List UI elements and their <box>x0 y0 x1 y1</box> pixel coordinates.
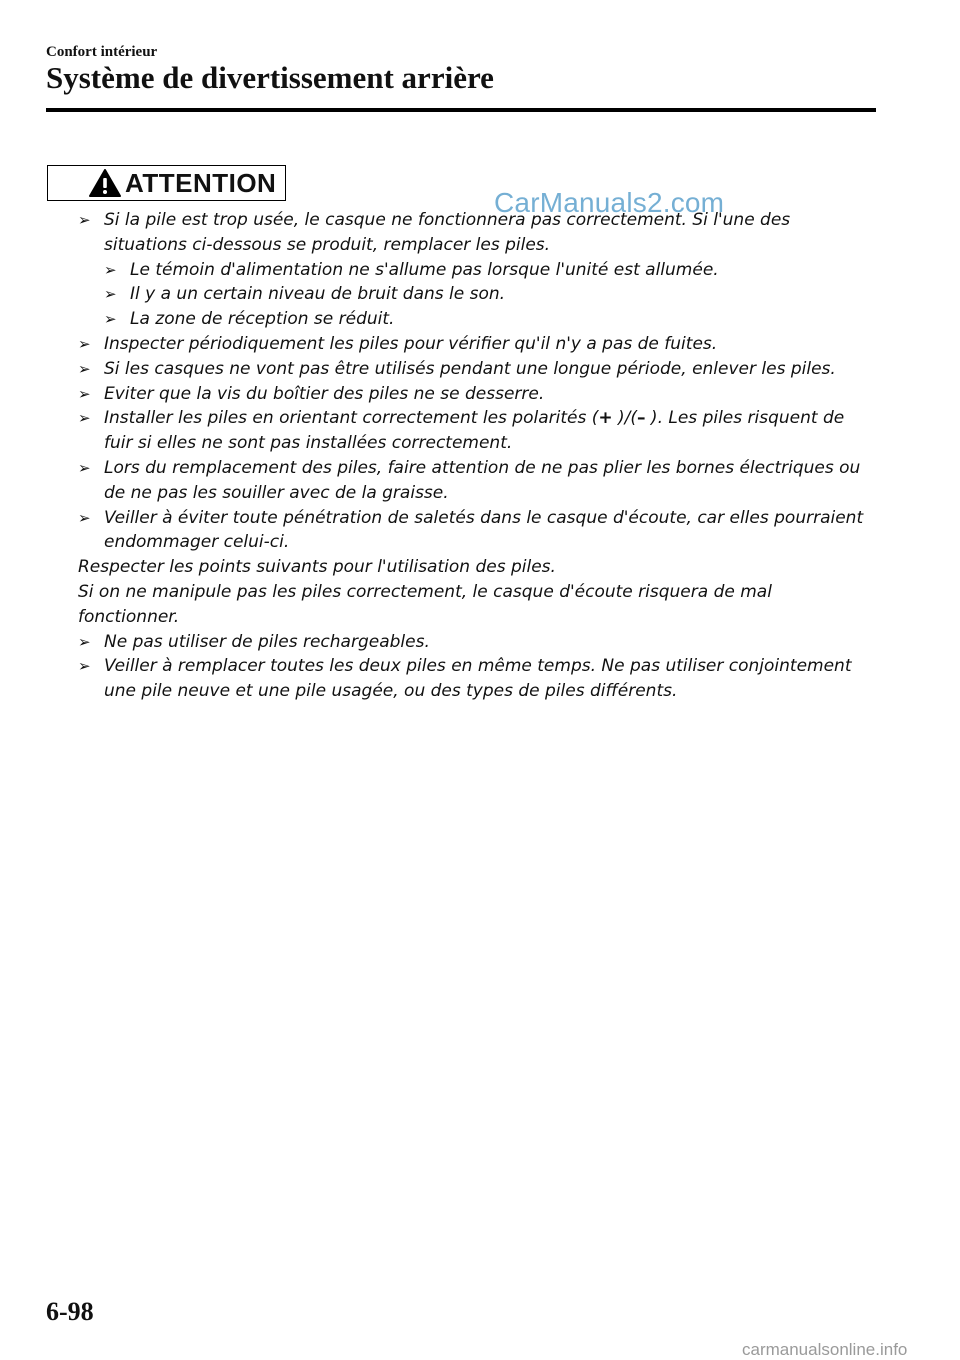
list-item <box>78 332 868 357</box>
list-item-text: Installer les piles en orientant correctement les polarités ( <box>104 408 599 429</box>
page-title: Système de divertissement arrière <box>46 60 494 95</box>
list-item-text: Veiller à remplacer toutes les deux piles en même temps. Ne pas utiliser conjointement une pile neuve et une pile usagée, ou des types de piles différents. <box>104 656 852 702</box>
list-subitem <box>104 282 868 307</box>
bullet-arrow-icon: ➢ <box>104 260 117 279</box>
list-item <box>78 406 868 456</box>
page-number: 6-98 <box>46 1297 94 1326</box>
list-item <box>78 456 868 506</box>
list-item <box>78 506 868 556</box>
heading-divider <box>46 108 876 112</box>
list-item-text: Eviter que la vis du boîtier des piles ne se desserre. <box>104 383 545 404</box>
bullet-arrow-icon: ➢ <box>78 211 91 229</box>
section-label: Confort intérieur <box>46 44 158 60</box>
list-item <box>78 654 868 704</box>
list-item-text: Il y a un certain niveau de bruit dans le son. <box>130 284 506 305</box>
list-item <box>78 208 868 258</box>
attention-content <box>78 208 868 704</box>
list-subitem <box>104 258 868 283</box>
bullet-arrow-icon: ➢ <box>78 508 91 527</box>
list-item <box>78 382 868 407</box>
minus-polarity-icon: – <box>637 408 646 429</box>
list-item-text: Si les casques ne vont pas être utilisés pendant une longue période, enlever les piles. <box>104 358 836 379</box>
footer-watermark: carmanualsonline.info <box>742 1340 908 1359</box>
bullet-arrow-icon: ➢ <box>78 632 91 651</box>
list-item-text: )/( <box>612 408 638 429</box>
list-item-text: Si la pile est trop usée, le casque ne fonctionnera pas correctement. Si l'une des situations ci-dessous se produit, remplacer les piles. <box>104 210 791 255</box>
attention-banner <box>47 165 286 201</box>
bullet-arrow-icon: ➢ <box>78 334 91 353</box>
paragraph: Si on ne manipule pas les piles correctement, le casque d'écoute risquera de mal fonctionner. <box>78 581 772 627</box>
bullet-arrow-icon: ➢ <box>104 310 117 329</box>
list-item-text: Veiller à éviter toute pénétration de saletés dans le casque d'écoute, car elles pourraient endommager celui-ci. <box>104 507 864 553</box>
bullet-arrow-icon: ➢ <box>78 458 91 477</box>
warning-triangle-icon <box>88 168 122 198</box>
list-item <box>78 357 868 382</box>
bullet-arrow-icon: ➢ <box>78 657 91 676</box>
plus-polarity-icon: + <box>598 408 613 429</box>
paragraph: Respecter les points suivants pour l'utilisation des piles. <box>78 557 556 578</box>
bullet-arrow-icon: ➢ <box>78 384 91 403</box>
bullet-arrow-icon: ➢ <box>78 359 91 378</box>
list-item-text: Inspecter périodiquement les piles pour vérifier qu'il n'y a pas de fuites. <box>104 333 718 354</box>
bullet-arrow-icon: ➢ <box>78 409 91 428</box>
list-item <box>78 630 868 655</box>
watermark: CarManuals2.com <box>494 187 725 218</box>
list-item-text: La zone de réception se réduit. <box>130 309 395 330</box>
list-item-text: Lors du remplacement des piles, faire attention de ne pas plier les bornes électriques ou de ne pas les souiller avec de la graisse. <box>104 457 861 503</box>
bullet-arrow-icon: ➢ <box>104 285 117 304</box>
attention-label: ATTENTION <box>125 167 277 198</box>
list-item-text: ). Les piles risquent de fuir si elles ne sont pas installées correctement. <box>104 408 845 454</box>
list-item-text: Ne pas utiliser de piles rechargeables. <box>104 631 430 652</box>
list-subitem <box>104 307 868 332</box>
list-item-text: Le témoin d'alimentation ne s'allume pas lorsque l'unité est allumée. <box>130 259 719 280</box>
